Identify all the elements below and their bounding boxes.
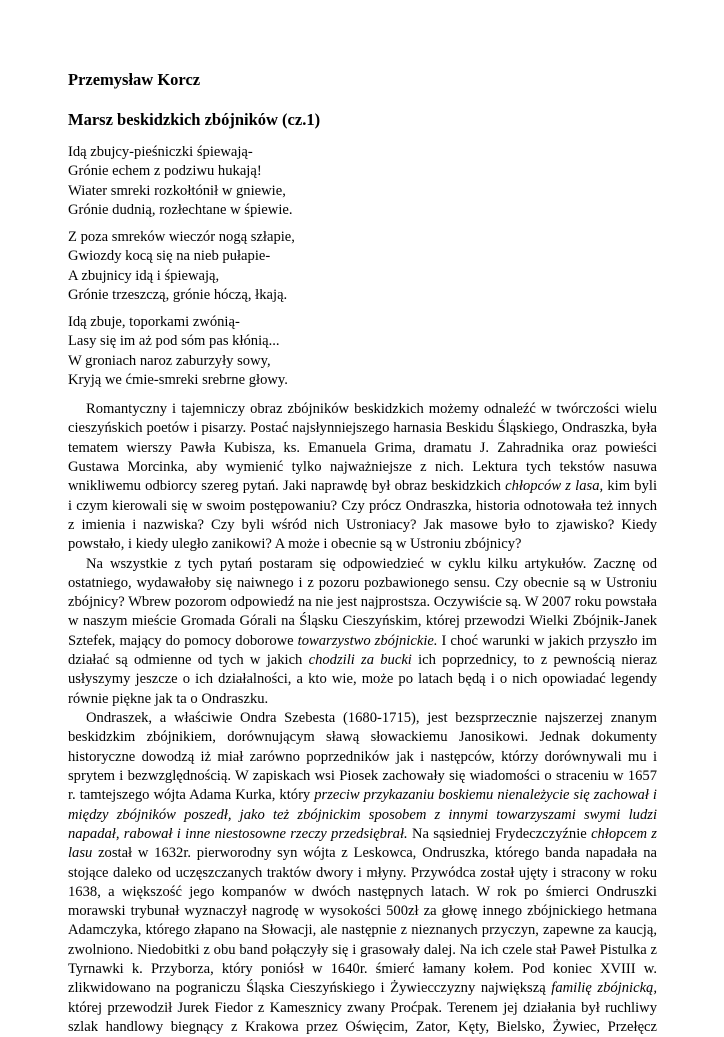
poem-line: Gwiozdy kocą się na nieb pułapie- bbox=[68, 248, 271, 265]
poem-line: Grónie trzeszczą, grónie hóczą, łkają. bbox=[68, 286, 288, 303]
poem-line: W groniach naroz zaburzyły sowy, bbox=[68, 352, 271, 369]
poem-line: Grónie echem z podziwu hukają! bbox=[68, 163, 262, 180]
poem-line: Idą zbujcy-pieśniczki śpiewają- bbox=[68, 144, 253, 160]
poem-line: A zbujnicy idą i śpiewają, bbox=[68, 267, 220, 284]
author-name: Przemysław Korcz bbox=[68, 70, 201, 89]
document-title: Marsz beskidzkich zbójników (cz.1) bbox=[68, 110, 321, 129]
paragraph: Romantyczny i tajemniczy obraz zbójników beskidzkich możemy odnaleźć w twórczości wielu cieszyńskich poetów i pisarzy. Postać najsłynniejszego harnasia Beskidu Śląskiego, Ondraszka, była tematem wierszy Pawła Kubisza, ks. Emanuela Grima, dramatu J. Zahradnika oraz powieści Gustawa Morcinka, aby wymienić tylko najważniejsze z nich. Lektura tych tekstów nasuwa wnikliwemu odbiorcy szereg pytań. Jaki naprawdę był obraz beskidzkich chłopców z lasa, kim byli i czym kierowali się w swoim postępowaniu? Czy prócz Ondraszka, historia odnotowała też innych z imienia i nazwiska? Czy byli wśród nich Ustroniacy? Jak masowe było to zjawisko? Kiedy powstało, i kiedy uległo zanikowi? A może i obecnie są w Ustroniu zbójnicy? bbox=[68, 401, 657, 553]
poem-stanza bbox=[68, 143, 658, 220]
poem-line: Wiater smreki rozkołtónił w gniewie, bbox=[68, 182, 286, 199]
poem-line: Z poza smreków wieczór nogą szłapie, bbox=[68, 229, 295, 245]
paragraph: Na wszystkie z tych pytań postaram się odpowiedzieć w cyklu kilku artykułów. Zacznę od ostatniego, wydawałoby się naiwnego i z pozoru pozbawionego sensu. Czy obecnie są w Ustroniu zbójnicy? Wbrew pozorom odpowiedź na nie jest najprostsza. Oczywiście są. W 2007 roku powstała w naszym mieście Gromada Górali na Śląsku Cieszyńskim, której przewodzi Wielki Zbójnik-Janek Sztefek, mający do pomocy doborowe towarzystwo zbójnickie. I choć warunki w jakich przyszło im działać są odmienne od tych w jakich chodzili za bucki ich poprzednicy, to z pewnością nieraz usłyszymy jeszcze o ich działalności, a kto wie, może po latach będą i o nich opowiadać legendy równie piękne jak ta o Ondraszku. bbox=[68, 555, 657, 707]
poem-line: Lasy się im aż pod sóm pas kłónią... bbox=[68, 333, 280, 350]
poem-line: Grónie dudnią, rozłechtane w śpiewie. bbox=[68, 201, 293, 218]
paragraph: Ondraszek, a właściwie Ondra Szebesta (1680-1715), jest bezsprzecznie najszerzej znanym beskidzkim zbójnikiem, dorównującym sławą słowackiemu Janosikowi. Jednak dokumenty historyczne dowodzą iż miał zarówno poprzedników jak i następców, którzy dorównywali mu i sprytem i bezwzględnością. W zapiskach wsi Piosek zachowały się wiadomości o straceniu w 1657 r. tamtejszego wójta Adama Kurka, który przeciw przykazaniu boskiemu nienależycie się zachował i między zbójników poszedł, jako też zbójnickim sposobem z innymi towarzyszami swymi ludzi napadał, rabował i inne niestosowne rzeczy przedsiębrał. Na sąsiedniej Frydeczczyźnie chłopcem z lasu został w 1632r. pierworodny syn wójta z Leskowca, Ondruszka, którego banda napadała na stojące daleko od uczęszczanych traktów dwory i młyny. Przywódca został ujęty i stracony w roku 1638, a większość jego kompanów w dwóch następnych latach. W rok po śmierci Ondruszki morawski trybunał wyznaczył nagrodę w wysokości 500zł za głowę innego zbójnickiego hetmana Adamczyka, którego złapano na Słowacji, ale następnie z nieznanych przyczyn, zapewne za kaucją, zwolniono. Niedobitki z obu band połączyły się i grasowały dalej. Na ich czele stał Paweł Pistulka z Tyrnawki k. Przyborza, który poniósł w 1640r. śmierć łamany kołem. Pod koniec XVIII w. zlikwidowano na pograniczu Śląska Cieszyńskiego i Żywiecczyzny największą familię zbójnicką, której przewodził Jurek Fiedor z Kamesznicy zwany Proćpak. Terenem jej działania był ruchliwy szlak handlowy biegnący z Krakowa przez Oświęcim, Zator, Kęty, Bielsko, Żywiec, Przełęcz bbox=[68, 710, 657, 1035]
poem-stanza bbox=[68, 313, 658, 390]
poem-stanza bbox=[68, 228, 658, 305]
article-body bbox=[68, 400, 657, 1037]
poem-line: Idą zbuje, toporkami zwónią- bbox=[68, 314, 240, 330]
poem-line: Kryją we ćmie-smreki srebrne głowy. bbox=[68, 371, 288, 388]
